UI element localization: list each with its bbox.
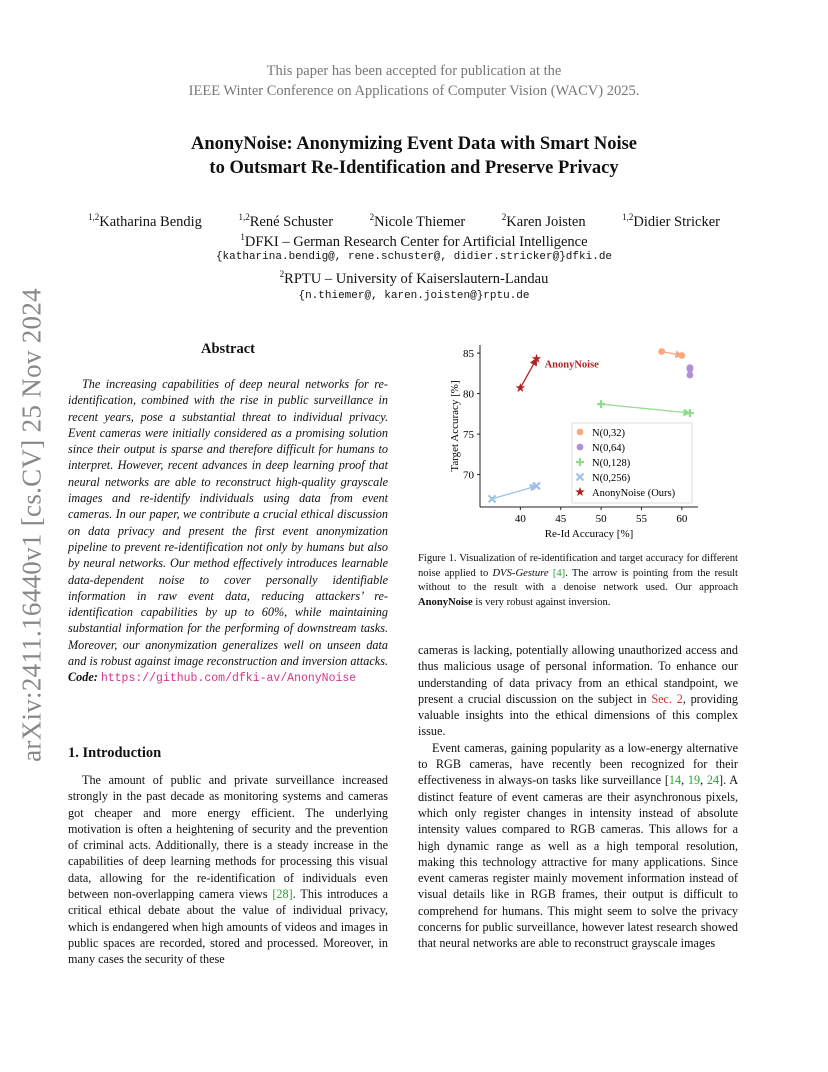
- intro-right-column: cameras is lacking, potentially allowing unauthorized access and thus malicious usage of personal information. To enhance our understanding of data privacy from an ethical standpoint, we present a crucial discussion on the subject in Sec. 2, providing valuable insights into the ethical dimensions of this complex issue. Event cameras, gaining popularity as a low-energy alternative to RGB cameras, have recently been recognized for their effectiveness in always-on tasks like surveillance [14, 19, 24]. A distinct feature of event cameras are their asynchronous pixels, which only register changes in intensity instead of absolute intensity values compared to RGB cameras. This allows for a high dynamic range as well as a high temporal resolution, making this technology attractive for many applications. Since event cameras register mainly movement information instead of visual details like in RGB frames, their output is difficult to comprehend for humans. This might seem to solve the privacy concerns for public surveillance, however latest research showed that neural networks are able to reconstruct grayscale images: [418, 643, 739, 951]
- legend-label: N(0,128): [592, 458, 631, 469]
- affiliation-2-email: {n.thiemer@, karen.joisten@}rptu.de: [298, 290, 530, 302]
- x-tick-label: 40: [514, 513, 526, 525]
- data-point: [533, 482, 540, 489]
- abstract-text: The increasing capabilities of deep neural networks for re-identification, combined with the rise in public surveillance in recent years, pose a substantial threat to individual privacy. Event cameras were initially considered as a promising solution since their output is sparse and therefore difficult for humans to interpret. However, recent advances in deep learning proof that neural networks are able to reconstruct high-quality grayscale images and re-identify individuals using data from event cameras. In our paper, we contribute a crucial ethical discussion on data privacy and present the first event anonymization pipeline to prevent re-identification not only by humans but also by neural networks. Our method effectively introduces learnable data-dependent noise to cover personally identifiable information in raw event data, reducing attackers’ re-identification capabilities by up to 60%, while maintaining substantial information for the performing of downstream tasks. Moreover, our anonymization generalizes well on unseen data and is robust against image reconstruction and inversion attacks.: [68, 377, 388, 669]
- caption-text: Figure 1. Visualization of re-identification and target accuracy for different noise applied to: [418, 553, 738, 579]
- data-point: [687, 372, 694, 379]
- data-point: [658, 348, 665, 355]
- x-tick-label: 55: [635, 513, 647, 525]
- y-tick-label: 80: [463, 388, 474, 401]
- series-arrow: [601, 404, 690, 413]
- arxiv-id: arXiv:2411.16440v1 [cs.CV] 25 Nov 2024: [16, 288, 47, 762]
- x-tick-label: 60: [676, 513, 688, 525]
- notice-line-1: This paper has been accepted for publication at the: [266, 63, 562, 79]
- intro-paragraph-tail: . A distinct feature of event cameras are their asynchronous pixels, which only register changes in intensity instead of absolute intensity values compared to RGB cameras. This allows for a high dynamic range as well as a high temporal resolution, making this technology attractive for many applications. Since event cameras register mainly movement information instead of visual details like in RGB frames, their output is difficult to comprehend for humans. This might seem to solve the privacy concerns for public surveillance, however latest research showed that neural networks are able to reconstruct grayscale images: [418, 773, 739, 951]
- figure-1: [418, 337, 738, 547]
- affiliation-1-email: {katharina.bendig@, rene.schuster@, didier.stricker@}dfki.de: [215, 251, 613, 263]
- y-tick-label: 75: [463, 429, 474, 442]
- intro-heading: 1. Introduction: [68, 745, 162, 761]
- legend-label: N(0,64): [592, 443, 625, 454]
- intro-paragraph: cameras is lacking, potentially allowing unauthorized access and thus malicious usage of personal information. To enhance our understanding of data privacy from an ethical standpoint, we present a crucial discussion on the subject in: [418, 643, 738, 706]
- paper-title: [0, 132, 828, 180]
- intro-paragraph: The amount of public and private surveillance increased strongly in the past decade as monitoring systems and cameras got cheaper and more energy efficient. The underlying motivation is often a heightening of security and the prevention of criminal acts. Additionally, there is a steady increase in the capabilities of deep learning methods for processing this visual data, allowing for the re-identification of individuals even between non-overlapping camera views: [68, 773, 388, 902]
- notice-line-2: IEEE Winter Conference on Applications of Computer Vision (WACV) 2025.: [188, 83, 640, 99]
- data-point: [516, 383, 526, 392]
- author: $^2$Nicole Thiemer: [369, 212, 466, 230]
- caption-method: AnonyNoise: [418, 596, 473, 608]
- affiliation-1: $^1$DFKI – German Research Center for Artificial Intelligence: [240, 232, 588, 250]
- data-point: [489, 495, 496, 502]
- legend-marker: [577, 444, 584, 451]
- author: $^2$Karen Joisten: [501, 212, 586, 230]
- intro-paragraph: Event cameras, gaining popularity as a low-energy alternative to RGB cameras, have recently been recognized for their effectiveness in always-on tasks like surveillance: [418, 740, 738, 788]
- caption-dataset: DVS-Gesture: [492, 567, 549, 579]
- chart-annotation: AnonyNoise: [544, 359, 599, 371]
- author: $^{1,2}$Katharina Bendig: [88, 212, 202, 230]
- citation-link[interactable]: 24: [706, 773, 720, 788]
- series-arrow: [520, 359, 536, 388]
- data-point: [597, 400, 605, 408]
- intro-paragraph-tail: . This introduces a critical ethical debate about the value of individual privacy, which is endangered when high amounts of videos and images in public spaces are recorded, stored and processed. Moreover, in many cases the security of these: [68, 887, 389, 967]
- affiliation-2: $^2$RPTU – University of Kaiserslautern-Landau: [279, 269, 549, 287]
- title-line-2: to Outsmart Re-Identification and Preserve Privacy: [209, 158, 619, 178]
- acceptance-notice: [0, 61, 828, 101]
- caption-text: is very robust against inversion.: [472, 596, 611, 608]
- title-line-1: AnonyNoise: Anonymizing Event Data with Smart Noise: [190, 134, 638, 154]
- author: $^{1,2}$René Schuster: [238, 212, 334, 230]
- abstract-body: [68, 376, 388, 688]
- citation-link[interactable]: 19: [687, 773, 701, 788]
- citation-link[interactable]: [28]: [272, 887, 293, 902]
- y-tick-label: 85: [463, 348, 474, 361]
- intro-paragraph-tail: , providing valuable insights into the ethical dimensions of this complex issue.: [418, 691, 738, 739]
- intro-left-column: [68, 772, 388, 968]
- section-link[interactable]: Sec. 2: [651, 691, 683, 706]
- scatter-chart: [418, 337, 738, 547]
- code-label: Code:: [68, 670, 98, 685]
- data-point: [532, 354, 542, 363]
- arxiv-stamp: [12, 290, 52, 760]
- legend-label: AnonyNoise (Ours): [592, 488, 676, 499]
- legend-label: N(0,256): [592, 473, 631, 484]
- series-arrow: [492, 486, 536, 499]
- caption-text: . The arrow is pointing from the result without to the result with a denoise network used. Our approach: [418, 567, 738, 594]
- code-link[interactable]: https://github.com/dfki-av/AnonyNoise: [100, 672, 357, 686]
- legend-marker: [577, 429, 584, 436]
- data-point: [687, 364, 694, 371]
- citation-link[interactable]: [4]: [552, 567, 566, 579]
- legend-label: N(0,32): [592, 428, 625, 439]
- figure-caption: [418, 552, 738, 610]
- author: $^{1,2}$Didier Stricker: [622, 212, 720, 230]
- abstract-heading: Abstract: [201, 341, 255, 357]
- x-tick-label: 50: [595, 513, 607, 525]
- citation-link[interactable]: 14: [668, 773, 682, 788]
- x-tick-label: 45: [555, 513, 567, 525]
- y-axis-label: Target Accuracy [%]: [449, 380, 461, 472]
- y-tick-label: 70: [463, 469, 474, 482]
- data-point: [686, 409, 694, 417]
- data-point: [678, 352, 685, 359]
- x-axis-label: Re-Id Accuracy [%]: [544, 528, 634, 540]
